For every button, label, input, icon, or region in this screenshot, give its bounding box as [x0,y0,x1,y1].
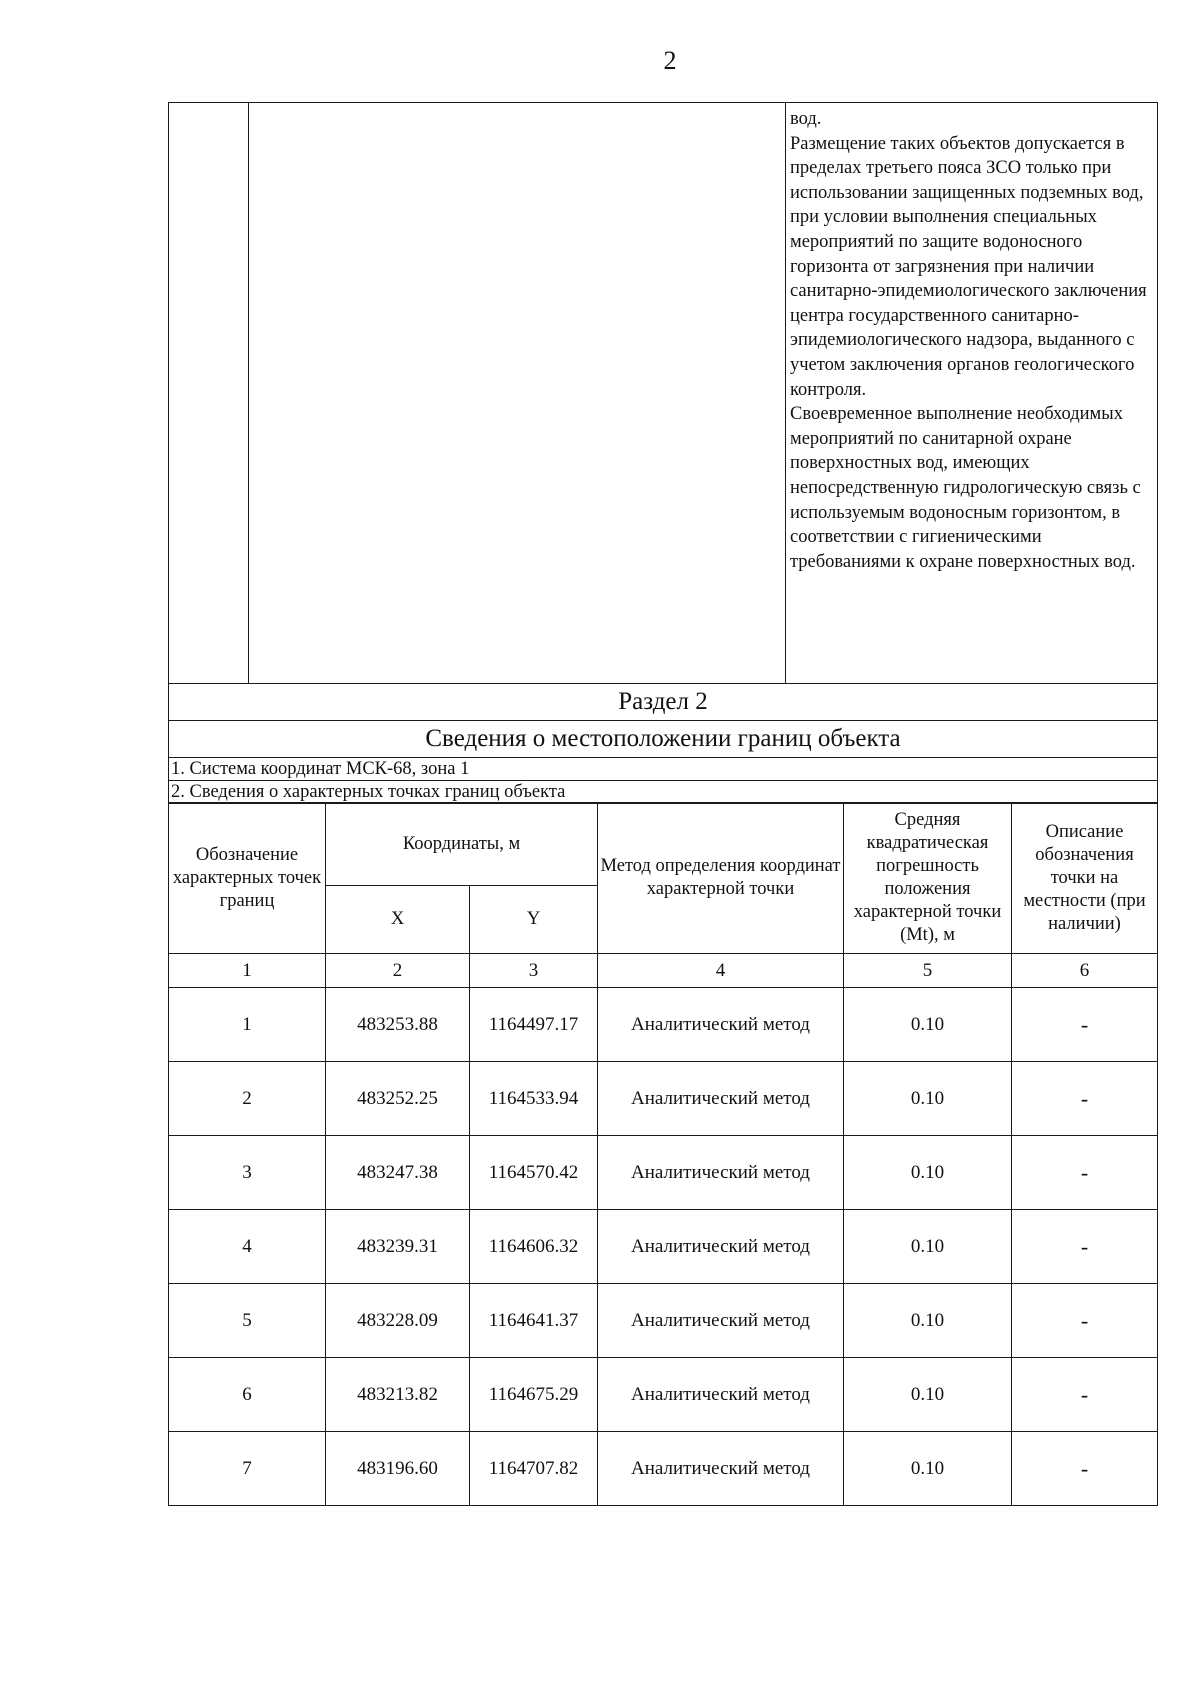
error: 0.10 [844,1210,1012,1284]
coord-x: 483196.60 [326,1432,470,1506]
coord-x: 483253.88 [326,988,470,1062]
column-number: 2 [326,954,470,988]
header-method: Метод определения координат характерной точки [598,803,844,954]
method: Аналитический метод [598,1432,844,1506]
method: Аналитический метод [598,1284,844,1358]
point-id: 2 [169,1062,326,1136]
boundary-points-table [168,802,1158,1506]
table-row [169,1358,1158,1432]
column-number: 1 [169,954,326,988]
error: 0.10 [844,1136,1012,1210]
restrictions-number-cell [169,103,249,684]
header-y: Y [470,886,598,954]
coord-x: 483252.25 [326,1062,470,1136]
point-id: 3 [169,1136,326,1210]
points-heading: 2. Сведения о характерных точках границ объекта [169,780,1158,803]
section-subtitle: Сведения о местоположении границ объекта [169,720,1158,757]
description: - [1012,1358,1158,1432]
coordinate-system: 1. Система координат МСК-68, зона 1 [169,757,1158,780]
description: - [1012,1210,1158,1284]
description: - [1012,1432,1158,1506]
error: 0.10 [844,1284,1012,1358]
method: Аналитический метод [598,1210,844,1284]
column-number: 5 [844,954,1012,988]
coord-y: 1164497.17 [470,988,598,1062]
point-id: 1 [169,988,326,1062]
header-error: Средняя квадратическая погрешность положения характерной точки (Mt), м [844,803,1012,954]
coord-y: 1164641.37 [470,1284,598,1358]
column-number: 4 [598,954,844,988]
table-row [169,988,1158,1062]
method: Аналитический метод [598,988,844,1062]
coord-y: 1164707.82 [470,1432,598,1506]
column-number: 3 [470,954,598,988]
point-id: 6 [169,1358,326,1432]
coord-x: 483247.38 [326,1136,470,1210]
table-row [169,1432,1158,1506]
coord-x: 483239.31 [326,1210,470,1284]
coord-y: 1164675.29 [470,1358,598,1432]
error: 0.10 [844,1358,1012,1432]
header-coordinates: Координаты, м [326,803,598,886]
description: - [1012,988,1158,1062]
table-row [169,1062,1158,1136]
restrictions-table [168,102,1158,684]
coord-y: 1164570.42 [470,1136,598,1210]
error: 0.10 [844,988,1012,1062]
method: Аналитический метод [598,1358,844,1432]
method: Аналитический метод [598,1062,844,1136]
table-row [169,1284,1158,1358]
point-id: 4 [169,1210,326,1284]
restrictions-text-cell [786,103,1158,684]
method: Аналитический метод [598,1136,844,1210]
coord-x: 483228.09 [326,1284,470,1358]
point-id: 5 [169,1284,326,1358]
description: - [1012,1136,1158,1210]
description: - [1012,1062,1158,1136]
section-header [168,683,1158,804]
coord-y: 1164606.32 [470,1210,598,1284]
restrictions-name-cell [249,103,786,684]
table-row [169,1136,1158,1210]
coord-x: 483213.82 [326,1358,470,1432]
restrictions-text: вод. Размещение таких объектов допускается в пределах третьего пояса ЗСО только при использовании защищенных подземных вод, при условии выполнения специальных мероприятий по защите водоносного горизонта от загрязнения при наличии санитарно-эпидемиологического заключения центра государственного санитарно-эпидемиологического надзора, выданного с учетом заключения органов геологического контроля. Своевременное выполнение необходимых мероприятий по санитарной охране поверхностных вод, имеющих непосредственную гидрологическую связь с используемым водоносным горизонтом, в соответствии с гигиеническими требованиями к охране поверхностных вод. [790,109,1147,572]
column-number-row [169,954,1158,988]
header-x: X [326,886,470,954]
page-number: 2 [663,46,677,75]
coord-y: 1164533.94 [470,1062,598,1136]
section-title: Раздел 2 [169,683,1158,720]
error: 0.10 [844,1432,1012,1506]
document-body [168,102,1158,1506]
error: 0.10 [844,1062,1012,1136]
header-description: Описание обозначения точки на местности (при наличии) [1012,803,1158,954]
column-number: 6 [1012,954,1158,988]
point-id: 7 [169,1432,326,1506]
description: - [1012,1284,1158,1358]
table-row [169,1210,1158,1284]
header-point: Обозначение характерных точек границ [169,803,326,954]
